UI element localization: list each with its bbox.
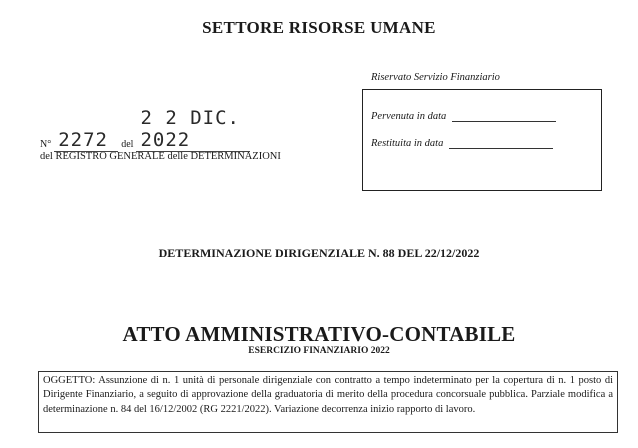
received-date-line bbox=[452, 111, 556, 122]
subject-box: OGGETTO: Assunzione di n. 1 unità di personale dirigenziale con contratto a tempo indeterminato per la copertura di n. 1 posto di Dirigente Finanziario, a seguito di approvazione della graduatoria di merito della procedura concorsuale pubblica. Parziale modifica a determinazione n. 84 del 16/12/2002 (RG 2221/2022). Variazione decorrenza inizio rapporto di lavoro. bbox=[38, 371, 618, 433]
registration-number: 2272 bbox=[54, 129, 118, 152]
determination-title: DETERMINAZIONE DIRIGENZIALE N. 88 DEL 22/12/2022 bbox=[158, 246, 480, 260]
received-label: Pervenuta in data bbox=[371, 111, 447, 122]
finance-reserved-label: Riservato Servizio Finanziario bbox=[371, 72, 500, 83]
department-title: SETTORE RISORSE UMANE bbox=[202, 18, 436, 37]
received-row bbox=[371, 111, 556, 122]
registration-date: 2 2 DIC. 2022 bbox=[136, 107, 250, 152]
registry-label: del REGISTRO GENERALE delle DETERMINAZIONI bbox=[40, 151, 281, 162]
finance-box bbox=[362, 89, 602, 191]
number-prefix: N° bbox=[40, 139, 52, 150]
returned-date-line bbox=[449, 138, 553, 149]
returned-row bbox=[371, 138, 553, 149]
fiscal-year: ESERCIZIO FINANZIARIO 2022 bbox=[248, 346, 390, 356]
returned-label: Restituita in data bbox=[371, 138, 444, 149]
registration-line bbox=[40, 107, 250, 152]
date-prefix: del bbox=[121, 139, 134, 150]
act-title: ATTO AMMINISTRATIVO-CONTABILE bbox=[122, 322, 516, 346]
